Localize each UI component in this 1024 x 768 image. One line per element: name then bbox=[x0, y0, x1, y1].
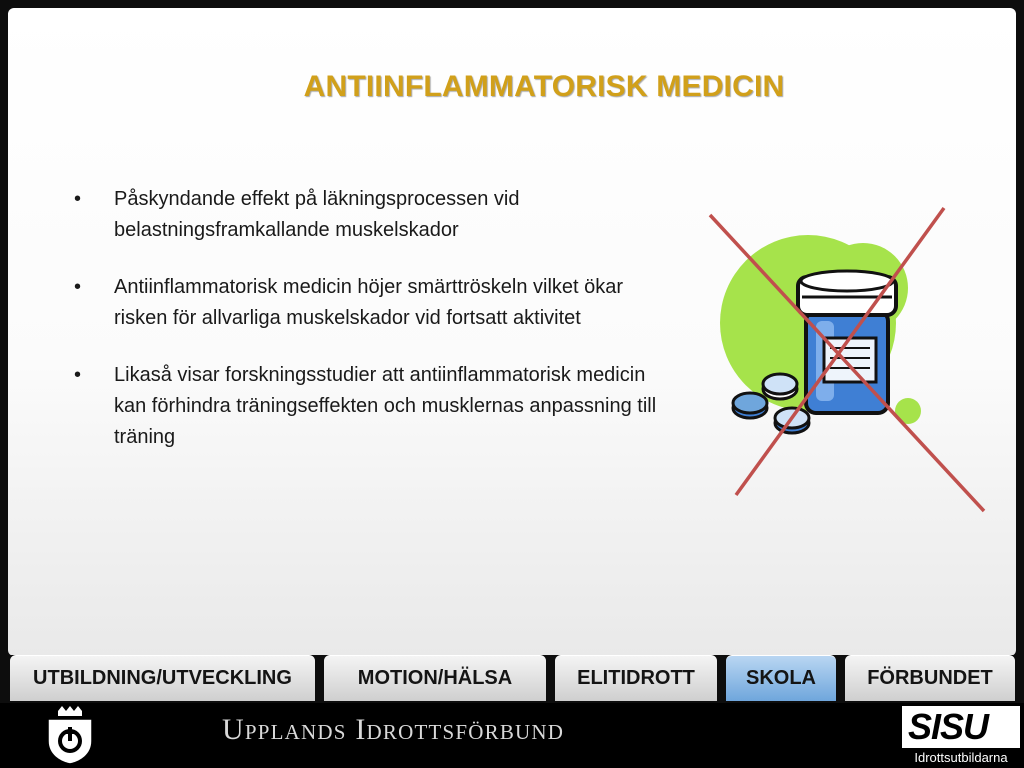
tab-skola[interactable]: SKOLA bbox=[726, 655, 836, 701]
bullet-text: Likaså visar forskningsstudier att antiinflammatorisk medicin kan förhindra träningseffekten och musklernas anpassning till träning bbox=[114, 364, 657, 448]
slide-title: ANTIINFLAMMATORISK MEDICIN bbox=[303, 70, 785, 103]
bullet-dot: • bbox=[74, 364, 82, 386]
bullet-item bbox=[70, 184, 670, 246]
bullet-text: Antiinflammatorisk medicin höjer smärttröskeln vilket ökar risken för allvarliga muskelskador vid fortsatt aktivitet bbox=[114, 276, 624, 329]
tab-motion-halsa[interactable]: MOTION/HÄLSA bbox=[324, 655, 546, 701]
nav-tab-bar bbox=[0, 655, 1024, 703]
bullet-dot: • bbox=[74, 276, 82, 298]
sisu-subtitle: Idrottsutbildarna bbox=[902, 748, 1020, 768]
bullet-text: Påskyndande effekt på läkningsprocessen vid belastningsframkallande muskelskador bbox=[114, 188, 520, 241]
crossed-out-medicine-bottle-icon bbox=[698, 193, 988, 513]
tab-forbundet[interactable]: FÖRBUNDET bbox=[845, 655, 1015, 701]
bullet-item bbox=[70, 360, 670, 453]
tab-elitidrott[interactable]: ELITIDROTT bbox=[555, 655, 717, 701]
bullet-item bbox=[70, 272, 670, 334]
slide bbox=[8, 8, 1016, 656]
bullet-list bbox=[70, 184, 670, 479]
tab-utbildning-utveckling[interactable]: UTBILDNING/UTVECKLING bbox=[10, 655, 315, 701]
bullet-dot: • bbox=[74, 188, 82, 210]
upplands-crest-icon[interactable] bbox=[42, 705, 98, 765]
sisu-logo-text: SISU bbox=[908, 706, 989, 747]
organization-name: Upplands Idrottsförbund bbox=[222, 713, 565, 746]
sisu-logo[interactable] bbox=[902, 706, 1020, 768]
footer bbox=[0, 703, 1024, 768]
